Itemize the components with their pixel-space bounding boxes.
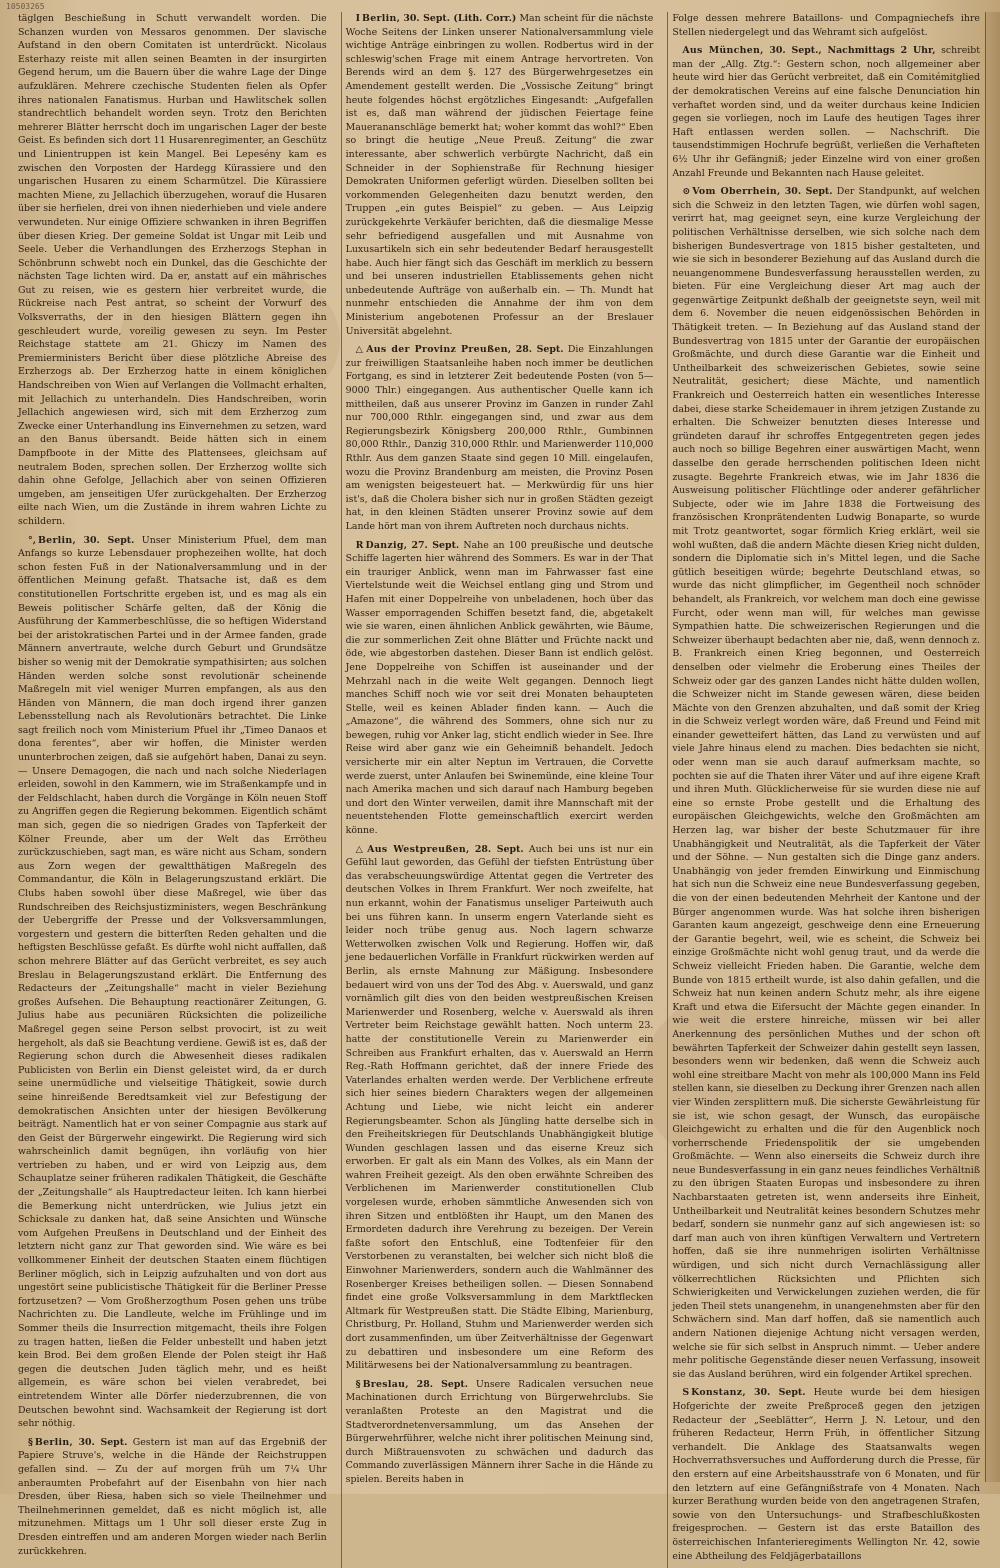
article-text: Nahe an 100 preußische und deutsche Schiffe lagerten hier während des Sommers. Es war in der That ein trauriger Anblick, wenn man im Fahrwasser fast eine Viertelstunde weit die Weichsel entlang ging und Strom und Hafen mit einer Doppelreihe von unbeladenen, hoch über das Wasser emporragenden Schiffen besetzt fand, die, abgetakelt wie sie waren, einen ähnlichen Anblick gewährten, wie Bäume, die zur sommerlichen Zeit ohne Blätter und Früchte nackt und öde, wie abgestorben dastehen. Dieser Bann ist endlich gelöst. Jene Doppelreihe von Schiffen ist auseinander und der Mehrzahl nach in die weite Welt gegangen. Dennoch liegt manches Schiff noch wie vor seit drei Monaten behaupteten Stelle, weil es keinen Ablader finden kann. — Auch die „Amazone“, die während des Sommers, ohne sich nur zu bewegen, ruhig vor Anker lag, sticht endlich wieder in See. Ihre Reise wird aber ganz wie ein Geheimniß behandelt. Jedoch versicherte mir ein alter Neptun im Vertrauen, die Corvette werde zuerst, unter Anlaufen bei Swinemünde, eine kleine Tour nach Amerika machen und sich darauf nach Hamburg begeben und dort den Winter verweilen, damit ihre Mannschaft mit der neuentstehenden Flotte gemeinschaftlich exercirt werden könne. — [345, 539, 654, 837]
article-dateline: 27. Sept. — [411, 539, 460, 551]
article-place: Berlin, — [37, 534, 77, 546]
article-dateline: 28. Sept. — [474, 843, 524, 855]
article-place: Aus München, — [682, 45, 764, 57]
article-mark: § — [355, 1378, 361, 1390]
article-paragraph — [346, 1378, 654, 1487]
article-place: Aus Westpreußen, — [367, 843, 470, 855]
article-text: Gestern ist man auf das Ergebniß der Papiere Struve's, welche in die Hände der Reichstruppen gefallen sind. — Zu der auf morgen früh um 7¼ Uhr anberaumten Probefahrt auf der Eisenbahn von hier nach Dresden, über Riesa, haben sich so viele Theilnehmer und Theilnehmerinnen gemeldet, daß es nicht möglich ist, alle mitzunehmen. Mittags um 1 Uhr soll dieser erste Zug in Dresden eintreffen und am anderen Morgen wieder nach Berlin zurückkehren. — [18, 1436, 327, 1557]
article-dateline: 28. Sept. — [416, 1378, 469, 1390]
article-dateline: 30. Sept. — [753, 1387, 806, 1399]
article-mark: R — [355, 539, 364, 551]
article-text: täglgen Beschießung in Schutt verwandelt worden. Die Schanzen wurden von Messaros genommen. Der slavische Aufstand in den obern Comitaten ist unterdrückt. Nicolaus Esterhazy reiste mit allen seinen Beamten in der insurgirten Gegend herum, um die Bauern über die wahre Lage der Dinge aufzuklären. Mehrere czechische Studenten fielen als Opfer ihres nationalen Fanatismus. Hurban und Hawlitschek sollen standrechtlich behandelt worden seyn. Trotz den Berichten mehrerer Blätter herrscht doch im ungarischen Lager der beste Geist. Es befinden sich dort 11 Husarenregimenter, an Geschütz und Linientruppen ist kein Mangel. Bei Lepesény kam es zwischen den Vorposten der Hardegg Kürassiere und den ungarischen Husaren zu einem Scharmützel. Die Kürassiere machten Miene, zu Jellachich überzugehen, worauf die Husaren über sie herfielen, drei von ihnen niederhieben und viele andere verwundeten. Nur einige Offiziere schwanken in ihren Begriffen über diesen Krieg. Der gemeine Soldat ist Ungar mit Leib und Seele. Ueber die Verhandlungen des Erzherzogs Stephan in Schönbrunn schwebt noch ein Dunkel, das die Geschichte der nächsten Tage lichten wird. Da er, anstatt auf ein mährisches Gut zu reisen, wie es gestern hier verbreitet wurde, die Rückreise nach Pest antrat, so scheint der Vorwurf des Volksverraths, der in den hiesigen Blättern gegen ihn geschleudert wurde, voreilig gewesen zu seyn. Im Pester Reichstage stattete am 21. Ghiczy im Namen des Premierministers Bericht über diese plötzliche Abreise des Erzherzogs ab. Der Erzherzog hatte in einem königlichen Handschreiben von Wien auf Verlangen die Vollmacht erhalten, mit Jellachich zu unterhandeln. Dies Handschreiben, worin Jellachich angewiesen wird, sich mit dem Erzherzog zum Zwecke einer Unterhandlung ins Einvernehmen zu setzen, ward an den Banus übersandt. Beide hätten sich in einem Dampfboote in der Mitte des Plattensees, gleichsam auf neutralem Boden, sprechen sollen. Der Erzherzog wollte sich dahin ohne Gefolge, Jellachich aber von seinen Offizieren umgeben, am jenseitigen Ufer zurückgehalten. Der Erzherzog eilte nach Wien, um die Zustände in ihrem wahren Lichte zu schildern. — [18, 13, 327, 527]
article-dateline: 30. Sept. — [78, 1436, 128, 1448]
article-place: Breslau, — [362, 1378, 409, 1390]
article-paragraph — [346, 12, 654, 338]
article-text: Man scheint für die nächste Woche Seitens der Linken unserer Nationalversammlung viele wichtige Anträge einbringen zu wollen. Rodbertus wird in der schleswig'schen Frage mit einem Antrage hervortreten. Von Berends wird an dem §. 127 des Bürgerwehrgesetzes ein Amendement gestellt werden. Die „Vossische Zeitung“ bringt heute folgendes höchst ergötzliches Eingesandt: „Aufgefallen ist es, daß man während der jüdischen Feiertage feine Mauerananschläge bemerkt hat; woher kommt das wohl?“ Eben so bringt die heutige „Neue Preuß. Zeitung“ die zwar interessante, aber schwerlich verbürgte Nachricht, daß ein Schneider in der Sophienstraße für Rechnung hiesiger Demokraten Uniformen geferligt würden. Dieselben sollten bei vorkommenden Gelegenheiten dazu benutzt werden, den Truppen „ein gutes Beispiel“ zu geben. — Aus Leipzig zurückgekehrte Verkäufer berichten, daß die diesmalige Messe sehr befriedigend ausgefallen und mit Ausnahme von Luxusartikeln sich ein sehr bedeutender Bedarf herausgestellt habe. Auch hier fängt sich das Geschäft im merklich zu bessern und bei unseren industriellen Etablissements gehen nicht unbedeutende Aufträge von außerhalb ein. — Th. Mundt hat nunmehr entschieden die Annahme der ihm von dem Ministerium angebotenen Professur an der Breslauer Universität abgelehnt. — [345, 13, 654, 337]
article-paragraph — [18, 1436, 327, 1558]
article-text: Auch bei uns ist nur ein Gefühl laut geworden, das Gefühl der tiefsten Entrüstung über das verabscheuungswürdige Attentat gegen die Vertreter des deutschen Volkes in Ihrem Frankfurt. Wer noch zweifelte, hat nun erkannt, wohin der Fanatismus unseliger Parteiwuth auch bei uns führen kann. In unserm engern Vaterlande sieht es leider noch trübe genug aus. Noch lagern schwarze Wetterwolken zwischen Volk und Regierung. Hoffen wir, daß jene bedauerlichen Vorfälle in Frankfurt rückwirken werden auf Berlin, als ernste Mahnung zur Mäßigung. Insbesondere bedauert wird von uns der Tod des Abg. v. Auerswald, und ganz vornämlich gilt dies von den beiden westpreußischen Kreisen Marienwerder und Rosenberg, welche v. Auerswald als ihren Vertreter beim Reichstage gewählt hatten. Noch unterm 23. hatte der constitutionelle Verein zu Marienwerder ein Schreiben aus Frankfurt erhalten, das v. Auerswald an Herrn Reg.-Rath Hoffmann gerichtet, daß der innere Friede des Vaterlandes erhalten werden werde. Der Verblichene erfreute sich hier seines biedern Charakters wegen der allgemeinen Achtung und Liebe, wie nicht leicht ein anderer Regierungsbeamter. Schon als Jüngling hatte derselbe sich in den Freiheitskriegen für Deutschlands Unabhängigkeit blutige Wunden geschlagen lassen und das eiserne Kreuz sich erworben. Er galt als ein Mann des Volkes, als ein Mann der wahren Freiheit gezeigt. Als den oben erwähnte Schreiben des Verblichenen im Marienwerder constitutionellen Club vorgelesen wurde, erhoben sämmtliche Anwesenden sich von ihren Sitzen und entblößten ihr Haupt, um den Manen des Ermordeten dadurch ihre Verehrung zu bezeigen. Der Verein faßte sofort den Entschluß, eine Todtenfeier für den Verstorbenen zu veranstalten, bei welcher sich nicht bloß die Einwohner Marienwerders, sondern auch die Wahlmänner des Rosenberger Kreises betheiligen sollen. — Diesen Sonnabend findet eine große Volksversammlung in dem Marktflecken Altmark für Westpreußen statt. Die Städte Elbing, Marienburg, Christburg, Pr. Holland, Stuhm und Marienwerder werden sich dort zusammenfinden, um über Zeitverhältnisse der Gegenwart zu debattiren und insbesondere um eine Reform des Militärwesens bei der Nationalversammlung zu beantragen. — [345, 843, 654, 1372]
article-dateline: 30. Sept. — [784, 186, 833, 198]
article-dateline: 30. Sept. — [83, 534, 135, 546]
article-mark: I — [355, 13, 361, 24]
article-place: Aus der Provinz Preußen, — [366, 344, 512, 356]
article-text: Folge dessen mehrere Bataillons- und Compagniechefs ihre Stellen niedergelegt und das Wehramt sich aufgelöst. — [672, 13, 980, 38]
article-paragraph — [18, 534, 327, 1431]
article-mark: △ — [355, 843, 366, 855]
article-place: Vom Oberrhein, — [692, 186, 781, 198]
column-3 — [667, 12, 984, 1568]
article-paragraph — [346, 343, 654, 533]
column-2 — [341, 12, 658, 1568]
article-mark: △ — [355, 344, 365, 356]
article-mark: ⊙ — [682, 186, 691, 198]
article-place: Berlin, — [34, 1436, 74, 1448]
article-mark: °, — [28, 534, 36, 546]
article-text: Unser Ministerium Pfuel, dem man Anfangs so kurze Lebensdauer prophezeihen wollte, hat doch schon festen Fuß in der Nationalversammlung und in der öffentlichen Meinung gefaßt. Thatsache ist, daß es dem constitutionellen Fortschritte ergeben ist, und es mag als ein Beweis politischer Schärfe gelten, daß der König die Ausführung der Kammerbeschlüsse, die so heftigen Widerstand bei der aristokratischen Partei und in der Armee fanden, grade Männern anvertraute, welche durch Geburt und Grundsätze bisher so wenig mit der Demokratie sympathisirten; aus solchen Händen werden solche sonst revolutionär scheinende Maßregeln mit viel weniger Murren empfangen, als aus den Händen von Männern, die man doch irgend ihrer ganzen Lebensstellung nach als Revolutionärs betrachtet. Die Linke sagt freilich noch vom Ministerium Pfuel ihr „Timeo Danaos et dona ferentes“, aber wir hoffen, die Minister werden ununterbrochen zeigen, daß sie aufgehört haben, Danai zu seyn. — Unsere Demagogen, die nach und nach solche Niederlagen erleiden, sowohl in den Kammern, wie im Straßenkampfe und in der Feldschlacht, haben durch die Vorgänge in Köln neuen Stoff zu Angriffen gegen die Regierung bekommen. Eigentlich schämt man sich, gegen die so niedrigen Grades von Tapferkeit der Kölner Freunde, aber um der Welt das Errötheu zurückzuschieben, sagt man, es wäre nicht aus Scham, sondern aus Zorn wegen der gewaltthätigen Maßregeln des Commandantur, die Köln in Belagerungszustand erklärt. Die Clubs haben sowohl über diese Maßregel, wie über das Rundschreiben des Reichsjustizministers, wegen Beschränkung der Uebergriffe der Presse und der Volksversammlungen, vorgestern und gestern die bitterſten Reden gehalten und die heftigsten Beschlüsse gefaßt. Es dürfte wohl nicht auffallen, daß schon mehrere Blätter auf das Gerücht verbreitet, es sey auch Breslau in Belagerungszustand erklärt. Die Entfernung des Redacteurs der „Zeitungshalle“ macht in vieler Beziehung großes Aufsehen. Die Behauptung reactionärer Zeitungen, G. Julius habe aus pecuniären Rücksichten die polizeiliche Maßregel gegen seine Person selbst provocirt, ist zu weit hergeholt, als daß sie Beachtung verdiene. Gewiß ist es, daß der Regierung schon durch die Abwesenheit dieses radikalen Publicisten von Berlin ein Dienst geleistet wird, da er durch seine unermüdliche und vielseitige Thätigkeit, sowie durch seine hinreißende Beredtsamkeit viel zur Befestigung der demokratischen Ansichten unter der hiesigen Bevölkerung beiträgt. Namentlich hat er von seiner Compagnie aus stark auf den Geist der Bürgerwehr eingewirkt. Die Regierung wird sich wahrscheinlich damit begnügen, ihn vorläufig von hier vertrieben zu haben, und er wird von Leipzig aus, dem Schauplatze seiner früheren radikalen Thätigkeit, die Geschäfte der „Zeitungshalle“ als Hauptredacteur leiten. Ich kann hierbei die Bemerkung nicht unterdrücken, wie Julius jetzt ein Schicksale zu danken hat, daß seine Ansichten und Wünsche vom Aufgehen Preußens in Deutschland und der Einheit des letztern nicht ganz zur That geworden sind. Wie wäre es bei vollkommener Einheit der deutschen Staaten einem flüchtigen Berliner möglich, sich in Leipzig aufzuhalten und von dort aus ungestört seine publicistische Thätigkeit für die Berliner Presse fortzusetzen? — Vom Großherzogthum Posen gehen uns trübe Nachrichten zu. Die Landleute, welche im Frühlinge und im Sommer theils die Insurrection mitgemacht, theils ihre Folgen zu tragen hatten, ließen die Felder unbestellt und haben jetzt kein Brod. Bei dem großen Elende der Polen steigt ihr Haß gegen die deutschen Juden täglich mehr, und es heißt allgemein, es wäre schon bei vielen verabredet, bei eintretendem Winter alle Dörfer niederzubrennen, die von Deutschen bewohnt sind. Wachsamkeit der Regierung ist dort sehr nöthig. — [18, 534, 327, 1430]
adjacent-page-edge — [985, 12, 1000, 1482]
article-text: Der Standpunkt, auf welchen sich die Schweiz in den letzten Tagen, wie dürfen wohl sagen, verirrt hat, mag geeignet seyn, eine kurze Vergleichung der politischen Verhältnisse derselben, wie sich solche nach dem bisherigen Bundesvertrage von 1815 bisher gestalteten, und wie sie sich in besonderer Beziehung auf das Ausland durch die neuangenommene Bundesverfassung herausstellen werden, zu bieten. Für eine Vergleichung dieser Art mag auch der gegenwärtige Zeitpunkt deßhalb der geeignetste seyn, weil mit dem 6. November die neuen eidgenössischen Behörden in Thätigkeit treten. — In Beziehung auf das Ausland stand der Bundesvertrag von 1815 unter der Garantie der europäischen Großmächte, und durch diese Garantie war die Einheit und Untheilbarkeit des schweizerischen Gebietes, sowie seine Neutralität, gesichert; diese Mächte, und namentlich Frankreich und Oesterreich hatten ein wesentliches Interesse dabei, diese starke Scheidemauer in ihrem jetzigen Zustande zu erhalten. Die Schweizer benutzten dieses Interesse und gründeten darauf ihr schroffes Entgegentreten gegen jedes auch noch so billige Begehren einer auswärtigen Macht, wenn dasselbe den gerade herrschenden politischen Ideen nicht zusagte. Begehrte Frankreich etwas, wie im Jahr 1836 die Ausweisung politischer Flüchtlinge oder anderer gefährlicher Subjecte, oder wie im Jahre 1838 die Fortweisung des französischen Kronprätendenten Ludwig Bonaparte, so wurde mit Trotz geantwortet, sogar förmlich Krieg erklärt, weil sie wohl wußten, daß die andern Mächte diesen Krieg nicht dulden, sondern die Diplomatie sich in's Mittel legen, und die Sache gütlich beseitigen würde; begehrte Deutschland etwas, so wurde das nicht glimpflicher, im Gegentheil noch schnöder behandelt, als Frankreich, vor welchem man doch eine gewisse Furcht, oder wenn man will, für welches man gewisse Sympathien hatte. Die schweizerischen Regierungen und die Schweizer überhaupt bedachten aber nie, daß, wenn dennoch z. B. Frankreich einen Krieg begonnen, und Oesterreich denselben oder vielmehr die Eroberung eines Theiles der Schweiz oder gar des ganzen Landes nicht hätte dulden wollen, die Schweizer nicht im Stande gewesen wären, diese beiden Mächte von den Grenzen abzuhalten, und daß somit der Krieg in die Schweiz verlegt worden wäre, daß Freund und Feind mit einander gewetteifert hätten, das Land zu verwüsten und auf viele Jahre hinaus elend zu machen. Dies bedachten sie nicht, oder wenn man sie auch darauf aufmerksam machte, so pochten sie auf die Thaten ihrer Väter und auf ihre eigene Kraft und ihren Muth. Glücklicherweise für sie wurden diese nie auf eine so ernste Probe gestellt und die Erhaltung des europäischen Gleichgewichts, welche den Großmächten am Herzen lag, war bisher der beste Schutzmauer für ihre Unabhängigkeit und Neutralität, als die Tapferkeit der Väter und der Söhne. — Nun gestalten sich die Dinge ganz anders. Unabhängig von jeder fremden Einwirkung und Einmischung hat sich nun die Schweiz eine neue Bundesverfassung gegeben, die von der einen bedeutenden Mehrheit der Kantone und der Bürger angenommen wurde. Was hat solche ihren bisherigen Garanten kaum angezeigt, geschweige denn eine Erneuerung der Garantie begehrt, weil, wie es scheint, die Schweiz bei einzige Großmächte nicht wohl genug traut, und da werde die Schweiz vielleicht Frieden haben. Die Garantie, welche dem Bunde von 1815 ertheilt wurde, ist also dahin gefallen, und die Schweiz hat nun keinen andern Schutz mehr, als ihre eigene Kraft und etwa die Eifersucht der Mächte gegen einander. In wie weit die erstere hinreiche, müssen wir bei aller Anerkennung des persönlichen Muthes und der schon oft bewährten Tapferkeit der Schweizer dahin gestellt seyn lassen, besonders wenn wir bedenken, daß wenn die Schweiz auch wohl eine streitbare Macht von mehr als 100,000 Mann ins Feld stellen kann, sie dieselben zu Deckung ihrer Grenzen nach allen vier Winden zersplittern muß. Die sicherste Gewährleistung für sie ist, wie schon gesagt, der Wunsch, das europäische Gleichgewicht zu erhalten und die für den Augenblick noch vorherrschende Friedenspolitik der sie umgebenden Großmächte. — Wenn also einerseits die Schweiz durch ihre neue Bundesverfassung in ein ganz neues feindliches Verhältniß zu den übrigen Staaten Europas und insbesondere zu ihren Nachbarstaaten getreten ist, wenn anderseits ihre Einheit, Untheilbarkeit und Neutralität keines besondern Schutzes mehr bedarf, sondern sie nunmehr ganz auf sich angewiesen ist: so darf man auch von ihren künftigen Verwaltern und Vertretern hoffen, daß sie ihre nunmehrigen isolirten Verhältnisse würdigen, und sich nicht durch Vernachlässigung aller völkerrechtlichen Rücksichten und Pflichten sich Schwierigkeiten und Verwickelungen zuziehen werden, die für jeden Theil stets unangenehm, in unangenehmsten aber für den Schwächern sind. Man darf hoffen, daß sie namentlich auch andern Nationen diejenige Achtung nicht versagen werden, welche sie für sich selbst in Anspruch nimmt. — Ueber andere mehr politische Gegenstände dieser neuen Verfassung, insoweit sie das Ausland berühren, wird ein folgender Artikel sprechen. — [672, 186, 980, 1380]
article-paragraph — [672, 44, 980, 180]
article-text: Die Einzahlungen zur freiwilligen Staatsanleihe haben noch immer be deutlichen Fortgang, es sind in letzterer Zeit bedeutende Posten (von 5—9000 Thlr.) eingegangen. Aus authentischer Quelle kann ich mittheilen, daß aus unserer Provinz im Ganzen in runder Zahl nur 700,000 Rthlr. eingegangen sind, und zwar aus dem Regierungsbezirk Königsberg 200,000 Rthlr., Gumbinnen 80,000 Rthlr., Danzig 310,000 Rthlr. und Marienwerder 110,000 Rthlr. Aus dem ganzen Staate sind gegen 10 Mill. eingelaufen, wozu die Provinz Brandenburg am meisten, die Provinz Posen am wenigsten beigesteuert hat. — Merkwürdig für uns hier ist's, daß die Cholera bisher sich nur in großen Städten gezeigt hat, in den kleinen Städten unserer Provinz sowie auf dem Lande hört man von ihrem Auftreten noch durchaus nichts. — [345, 344, 654, 532]
article-paragraph — [346, 539, 654, 838]
article-dateline: 30. Sept., Nachmittags 2 Uhr, — [769, 45, 936, 57]
archive-id: 10503265 — [6, 2, 45, 11]
column-1 — [14, 12, 331, 1568]
article-dateline: 28. Sept. — [515, 344, 564, 356]
article-place: Konstanz, — [691, 1387, 746, 1399]
article-mark: S — [682, 1387, 690, 1399]
article-text: Unsere Radicalen versuchen neue Machinationen durch Errichtung von Bürgerwehrclubs. Sie veranlaßten Proteste an den Magistrat und die Stadtverordnetenversammlung, um das Ansehen der Bürgerwehrführer, welche nicht ihrer politischen Meinung sind, durch Mißtrauensvoten zu schwächen und dadurch das Commando zuverlässigen Männern ihrer Sache in die Hände zu spielen. Bereits haben in — [345, 1378, 654, 1485]
article-text: schreibt man der „Allg. Ztg.“: Gestern schon, noch allgemeiner aber heute wird hier das Gerücht verbreitet, daß ein Comitémitglied der demokratischen Vereins auf eine falsche Denunciation hin verhaftet worden sind, und da weiter durchaus keine Indicien gegen sie vorliegen, noch im Laufe des heutigen Tages ihrer Haft entlassen werden sollen. — Nachschrift. Die tausendstimmigen Hochrufe begrüßt, verließen die Verhafteten 6½ Uhr ihr Gefängniß; jeder Einzelne wird von einer großen Anzahl Freunde und Bekannten nach Hause geleitet. — [672, 45, 981, 179]
article-paragraph — [672, 1386, 980, 1563]
article-place: Danzig, — [365, 539, 408, 551]
article-paragraph — [672, 12, 980, 39]
article-dateline: 30. Sept. (Lith. Corr.) — [403, 13, 517, 24]
article-mark: § — [28, 1436, 33, 1448]
article-place: Berlin, — [362, 13, 401, 24]
text-columns — [14, 12, 984, 1562]
article-paragraph — [672, 185, 980, 1381]
article-paragraph — [18, 12, 327, 529]
article-text: Heute wurde bei dem hiesigen Hofgerichte der zweite Preßproceß gegen den jetzigen Redacteur der „Seeblätter“, Herrn J. N. Letour, und den früheren Redacteur, Herrn Früh, in öffentlicher Sitzung verhandelt. Die Anklage des Staatsanwalts wegen Hochverrathsversuches und Aufforderung durch die Presse, für den erstern auf eine Arbeitshausstrafe von 6 Monaten, und für den letztern auf eine Gefängnißstrafe von 4 Monaten. Nach kurzer Berathung wurden beide von den angetragenen Strafen, sowie von den Untersuchungs- und Strafbeschlußkosten freigesprochen. — Gestern ist das erste Bataillon des österreichischen Infanterieregiments Wellington Nr. 42, sowie eine Abtheilung des Feldjägerbataillons — [672, 1387, 980, 1562]
article-paragraph — [346, 843, 654, 1373]
